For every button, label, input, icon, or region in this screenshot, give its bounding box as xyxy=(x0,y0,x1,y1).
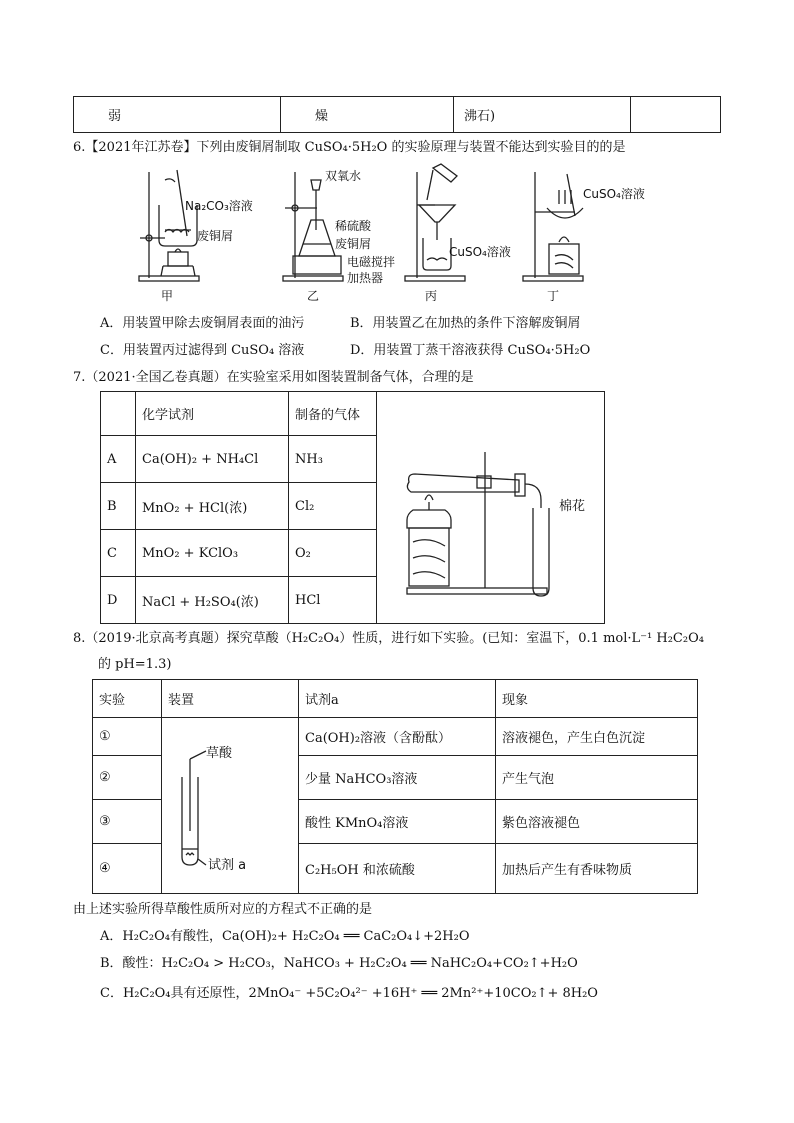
q6-label-bing-solution: CuSO₄溶液 xyxy=(449,245,511,259)
q6-label-jia-solution: Na₂CO₃溶液 xyxy=(185,199,253,213)
q8-table xyxy=(92,679,698,894)
q7-row-key: D xyxy=(101,577,136,624)
top-table-cell: 弱 xyxy=(74,97,281,133)
q8-row-phenomenon: 溶液褪色，产生白色沉淀 xyxy=(496,718,698,756)
q8-row-no: ① xyxy=(93,718,162,756)
q6-label-yi-stirrer2: 加热器 xyxy=(347,271,384,285)
q7-row-key: C xyxy=(101,530,136,577)
q8-question: 由上述实验所得草酸性质所对应的方程式不正确的是 xyxy=(73,902,373,917)
q7-row-gas: NH₃ xyxy=(289,436,377,483)
q7-header-reagent: 化学试剂 xyxy=(136,392,289,436)
q8-stem-line1: 8.（2019·北京高考真题）探究草酸（H₂C₂O₄）性质，进行如下实验。(已知：室温下，0.1 mol·L⁻¹ H₂C₂O₄ xyxy=(73,631,704,646)
q6-label-yi-acid: 稀硫酸 xyxy=(335,219,372,233)
q8-label-reagent: 试剂 a xyxy=(208,857,247,873)
top-table-cell: 沸石) xyxy=(454,97,631,133)
q7-apparatus-figure xyxy=(377,392,604,623)
q6-label-yi-scrap: 废铜屑 xyxy=(335,237,372,251)
q7-row-key: A xyxy=(101,436,136,483)
q7-row-key: B xyxy=(101,483,136,530)
q8-option-c: C．H₂C₂O₄具有还原性，2MnO₄⁻ +5C₂O₄²⁻ +16H⁺ ══ 2Mn²⁺+10CO₂↑+ 8H₂O xyxy=(100,986,598,1001)
q8-row-no: ③ xyxy=(93,800,162,844)
q8-row-reagent: C₂H₅OH 和浓硫酸 xyxy=(299,844,496,894)
q6-label-yi-h2o2: 双氧水 xyxy=(325,169,362,183)
top-table-cell xyxy=(631,97,721,133)
q7-header-gas: 制备的气体 xyxy=(289,392,377,436)
q6-label-jia-scrap: 废铜屑 xyxy=(197,229,234,243)
q6-caption-yi: 乙 xyxy=(307,289,320,303)
q6-caption-ding: 丁 xyxy=(547,289,560,303)
q8-row-phenomenon: 产生气泡 xyxy=(496,756,698,800)
q6-caption-jia: 甲 xyxy=(161,289,174,303)
q8-row-reagent: 酸性 KMnO₄溶液 xyxy=(299,800,496,844)
q7-row-reagent: MnO₂ + KClO₃ xyxy=(136,530,289,577)
q8-test-tube-figure xyxy=(162,719,298,889)
q7-label-cotton: 棉花 xyxy=(559,499,586,514)
q8-row-no: ② xyxy=(93,756,162,800)
top-table xyxy=(73,96,721,133)
q6-option-b: B．用装置乙在加热的条件下溶解废铜屑 xyxy=(350,316,581,331)
q8-label-acid: 草酸 xyxy=(206,745,233,761)
q8-option-b: B．酸性：H₂C₂O₄ > H₂CO₃，NaHCO₃ + H₂C₂O₄ ══ NaHC₂O₄+CO₂↑+H₂O xyxy=(100,956,578,971)
q6-option-a: A．用装置甲除去废铜屑表面的油污 xyxy=(100,316,305,331)
q8-row-reagent: 少量 NaHCO₃溶液 xyxy=(299,756,496,800)
q6-label-ding-solution: CuSO₄溶液 xyxy=(583,187,645,201)
q7-row-gas: O₂ xyxy=(289,530,377,577)
q6-stem: 6.【2021年江苏卷】下列由废铜屑制取 CuSO₄·5H₂O 的实验原理与装置不能达到实验目的的是 xyxy=(73,140,626,155)
q8-header-reagent: 试剂a xyxy=(299,680,496,718)
q7-row-gas: Cl₂ xyxy=(289,483,377,530)
q6-option-c: C．用装置丙过滤得到 CuSO₄ 溶液 xyxy=(100,343,305,358)
q7-table xyxy=(100,391,377,624)
q8-header-experiment: 实验 xyxy=(93,680,162,718)
q7-row-gas: HCl xyxy=(289,577,377,624)
q6-caption-bing: 丙 xyxy=(425,289,438,303)
q8-row-phenomenon: 加热后产生有香味物质 xyxy=(496,844,698,894)
q6-apparatus-figure xyxy=(135,160,675,305)
q7-stem: 7.（2021·全国乙卷真题）在实验室采用如图装置制备气体，合理的是 xyxy=(73,370,474,385)
q7-header-blank xyxy=(101,392,136,436)
q8-row-phenomenon: 紫色溶液褪色 xyxy=(496,800,698,844)
q8-row-no: ④ xyxy=(93,844,162,894)
q7-row-reagent: NaCl + H₂SO₄(浓) xyxy=(136,577,289,624)
q7-figure-frame xyxy=(377,391,605,624)
q8-row-reagent: Ca(OH)₂溶液（含酚酞） xyxy=(299,718,496,756)
q8-stem-line2: 的 pH=1.3) xyxy=(98,657,172,672)
q8-option-a: A．H₂C₂O₄有酸性，Ca(OH)₂+ H₂C₂O₄ ══ CaC₂O₄↓+2H₂O xyxy=(100,929,470,944)
q7-row-reagent: Ca(OH)₂ + NH₄Cl xyxy=(136,436,289,483)
q8-header-phenomenon: 现象 xyxy=(496,680,698,718)
q6-option-d: D．用装置丁蒸干溶液获得 CuSO₄·5H₂O xyxy=(350,343,591,358)
top-table-cell: 燥 xyxy=(281,97,454,133)
q8-header-apparatus: 装置 xyxy=(162,680,299,718)
q7-row-reagent: MnO₂ + HCl(浓) xyxy=(136,483,289,530)
q8-apparatus-cell xyxy=(162,718,299,894)
q6-label-yi-stirrer1: 电磁搅拌 xyxy=(347,255,396,269)
